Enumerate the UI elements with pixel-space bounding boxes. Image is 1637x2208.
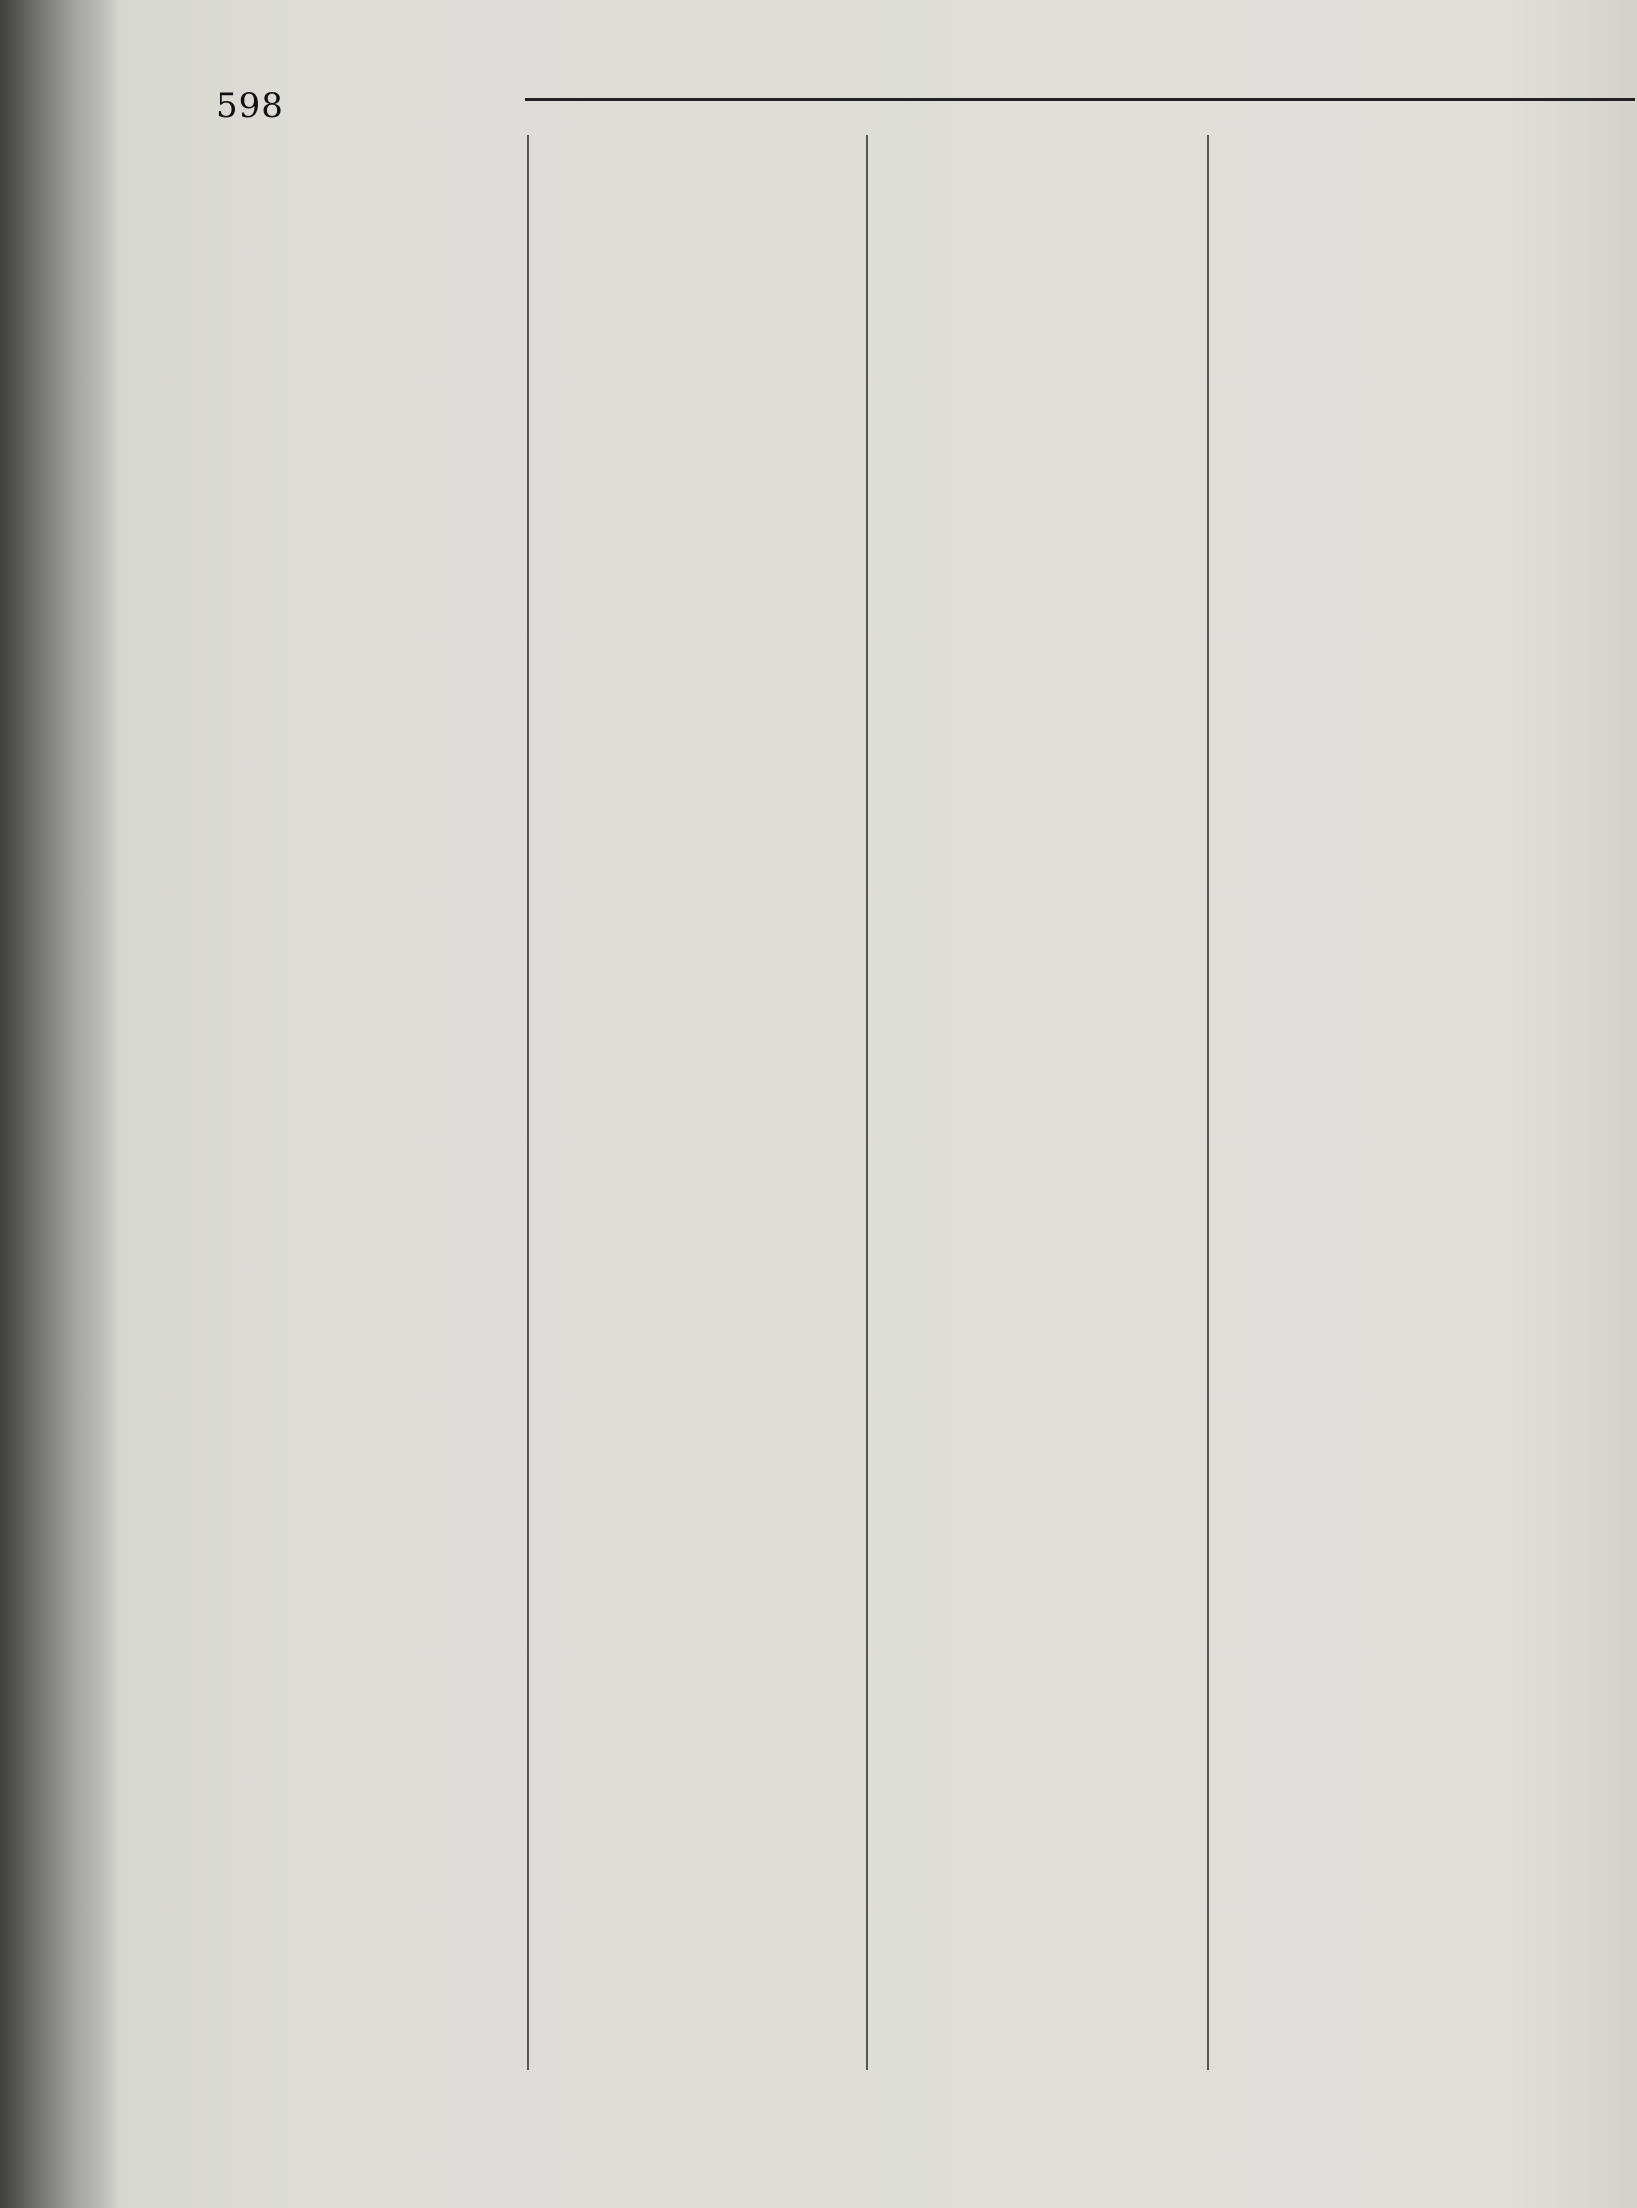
- column-4: [1219, 138, 1543, 2073]
- binding-shadow: [0, 0, 120, 2208]
- text-block: [541, 1778, 857, 2028]
- text-block: [541, 138, 857, 1273]
- column-rule: [1207, 135, 1209, 2070]
- column-2: [541, 138, 857, 2073]
- text-block: [541, 1393, 857, 1723]
- column-1: [206, 138, 516, 2073]
- text-block: [878, 733, 1198, 2053]
- text-block: [206, 138, 516, 2073]
- header-rule: [525, 98, 1635, 101]
- column-rule: [866, 135, 868, 2070]
- text-block: [1219, 138, 1543, 2068]
- text-block: [878, 138, 1198, 653]
- column-rule: [527, 135, 529, 2070]
- page-number: 598: [216, 86, 284, 126]
- column-3: [878, 138, 1198, 2073]
